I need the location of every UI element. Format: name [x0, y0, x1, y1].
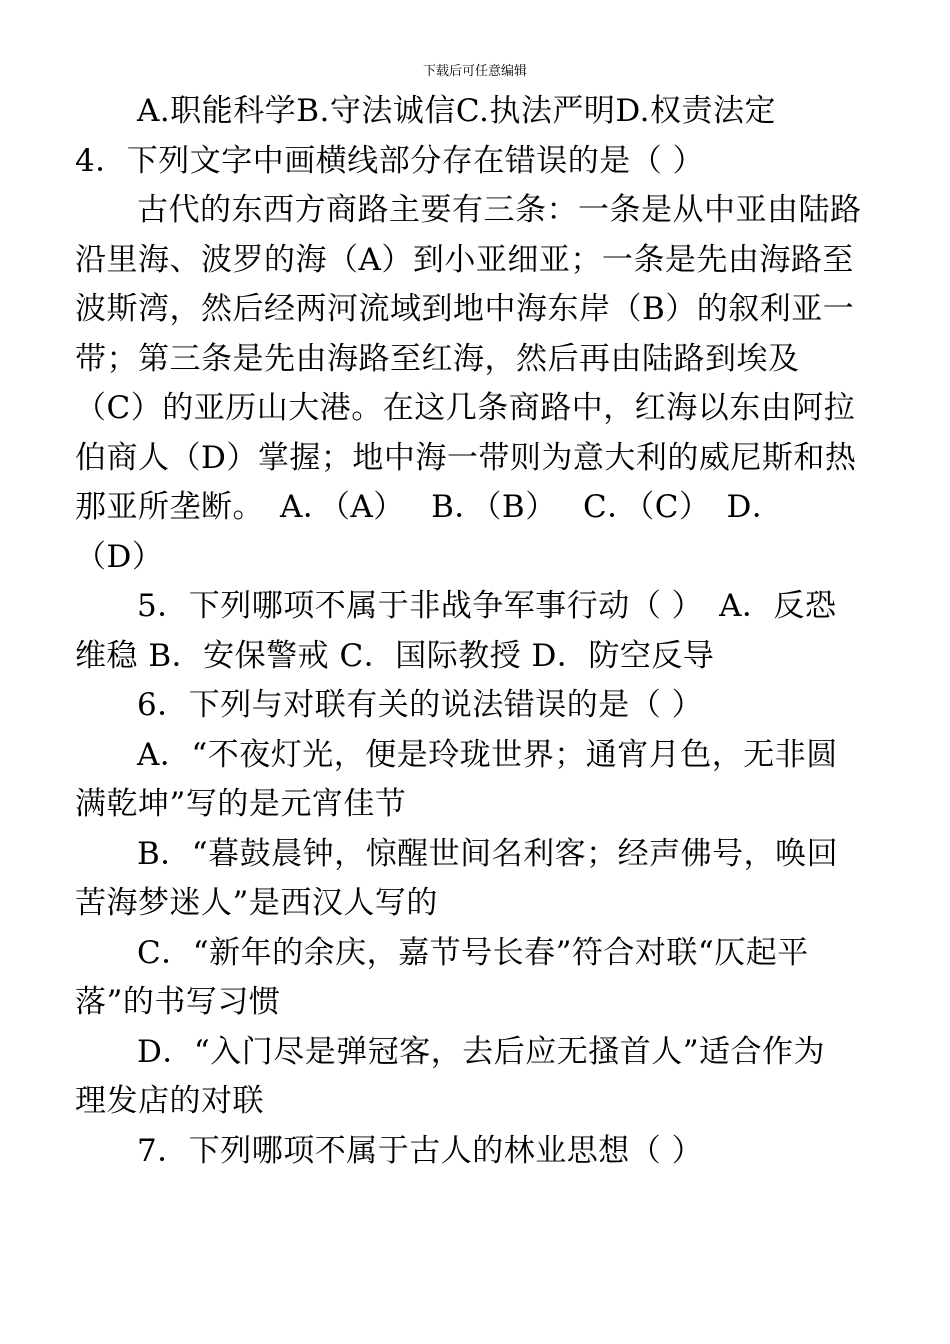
- text-line: 7．下列哪项不属于古人的林业思想（ ）: [137, 1132, 704, 1169]
- text-line: 满乾坤”写的是元宵佳节: [75, 786, 407, 822]
- text-line: 5．下列哪项不属于非战争军事行动（ ） A．反恐: [137, 588, 837, 624]
- text-line: 苦海梦迷人”是西汉人写的: [75, 885, 438, 921]
- page-header: 下载后可任意编辑: [422, 64, 527, 79]
- text-line: 6．下列与对联有关的说法错误的是（ ）: [137, 687, 704, 723]
- text-line: （C）的亚历山大港。在这几条商路中，红海以东由阿拉: [75, 390, 856, 426]
- text-line: B．“暮鼓晨钟，惊醒世间名利客；经声佛号，唤回: [137, 835, 839, 872]
- text-line: 理发店的对联: [75, 1083, 264, 1119]
- text-line: D．“入门尽是弹冠客，去后应无搔首人”适合作为: [137, 1033, 826, 1070]
- document-body: [75, 87, 865, 1176]
- text-line: 维稳 B．安保警戒 C．国际教授 D．防空反导: [75, 637, 715, 674]
- text-line: 落”的书写习惯: [75, 984, 281, 1020]
- text-line: 波斯湾，然后经两河流域到地中海东岸（B）的叙利亚一: [75, 291, 855, 327]
- text-line: A．“不夜灯光，便是玲珑世界；通宵月色，无非圆: [137, 736, 838, 773]
- text-line: （D）: [75, 538, 164, 575]
- text-line: C．“新年的余庆，嘉节号长春”符合对联“仄起平: [137, 934, 809, 971]
- text-line: 伯商人（D）掌握；地中海一带则为意大利的威尼斯和热: [75, 439, 857, 476]
- text-line: 古代的东西方商路主要有三条：一条是从中亚由陆路: [137, 192, 862, 228]
- text-line: 那亚所垄断。 A．（A） B．（B） C．（C） D．: [75, 489, 784, 525]
- text-line: A.职能科学B.守法诚信C.执法严明D.权责法定: [137, 93, 776, 129]
- text-line: 4．下列文字中画横线部分存在错误的是（ ）: [75, 142, 705, 179]
- text-line: 带；第三条是先由海路至红海，然后再由陆路到埃及: [75, 340, 800, 377]
- text-line: 沿里海、波罗的海（A）到小亚细亚；一条是先由海路至: [75, 241, 854, 278]
